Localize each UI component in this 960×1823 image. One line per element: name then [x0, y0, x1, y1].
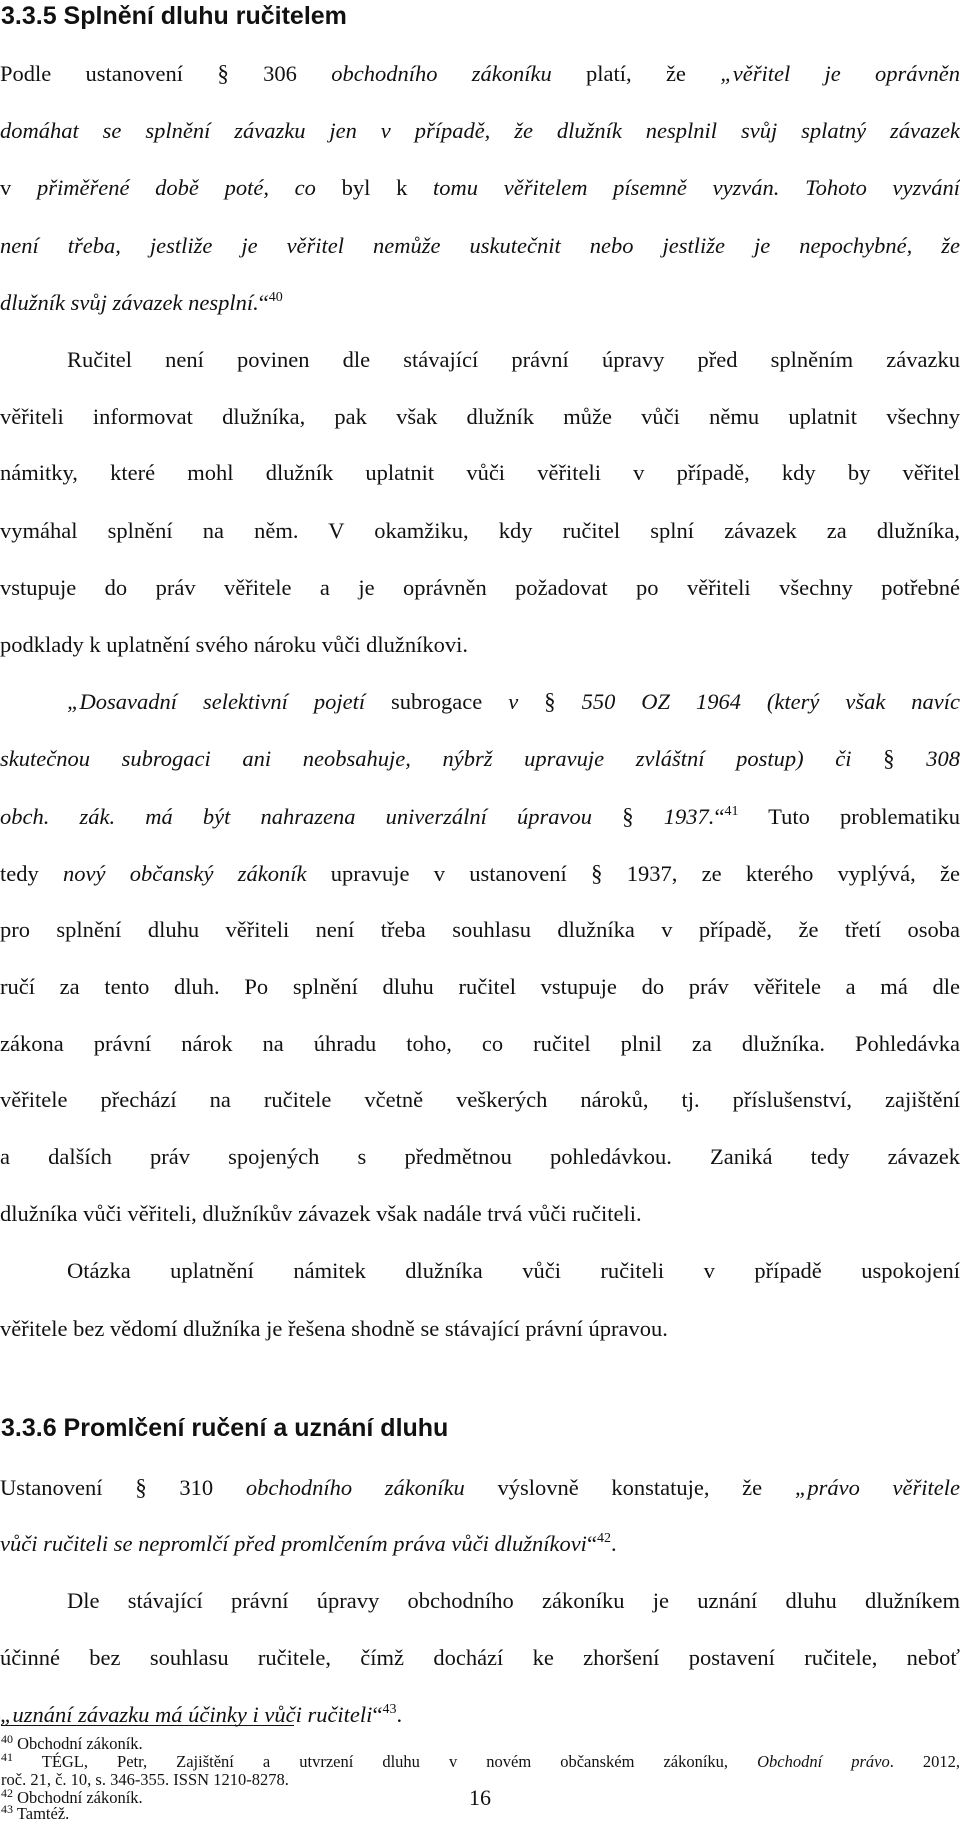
text-line: námitky, které mohl dlužník uplatnit vůči věřiteli v případě, kdy by věřitel [0, 460, 960, 485]
text-line: tedy nový občanský zákoník upravuje v ustanovení § 1937, ze kterého vyplývá, že [0, 861, 960, 886]
text-line: v přiměřené době poté, co byl k tomu věřitelem písemně vyzván. Tohoto vyzvání [0, 175, 960, 200]
text-line: ručí za tento dluh. Po splnění dluhu ručitel vstupuje do práv věřitele a má dle [0, 974, 960, 999]
footnote-ref: 42 [596, 1531, 611, 1546]
text-line: podklady k uplatnění svého nároku vůči dlužníkovi. [0, 632, 469, 657]
footnote-separator [1, 1725, 294, 1726]
text-line: a dalších práv spojených s předmětnou pohledávkou. Zaniká tedy závazek [0, 1144, 960, 1169]
text-line: „Dosavadní selektivní pojetí subrogace v § 550 OZ 1964 (který však navíc [67, 689, 960, 714]
text-line: vůči ručiteli se nepromlčí před promlčením práva vůči dlužníkovi“$^{42}$. [0, 1531, 617, 1556]
section-sign: § [544, 689, 556, 714]
text-line: Ručitel není povinen dle stávající právní úpravy před splněním závazku [67, 347, 960, 372]
section-heading-3-3-5: 3.3.5 Splnění dluhu ručitelem [1, 2, 347, 30]
text-line: obch. zák. má být nahrazena univerzální úpravou § 1937.“$^{41}$ Tuto problematiku [0, 804, 960, 829]
footnote-ref: 43 [382, 1702, 397, 1717]
footnote: $^{41}$ TÉGL, Petr, Zajištění a utvrzení dluhu v novém občanském zákoníku, Obchodní právo. 2012, [1, 1750, 960, 1771]
text-line: pro splnění dluhu věřiteli není třeba souhlasu dlužníka v případě, že třetí osoba [0, 917, 960, 942]
text-line: vymáhal splnění na něm. V okamžiku, kdy ručitel splní závazek za dlužníka, [0, 518, 960, 543]
section-sign: § [591, 861, 603, 886]
text-line: Ustanovení § 310 obchodního zákoníku výslovně konstatuje, že „právo věřitele [0, 1475, 960, 1500]
footnote-continuation: roč. 21, č. 10, s. 346-355. ISSN 1210-8278. [1, 1770, 289, 1789]
text-line: dlužník svůj závazek nesplní.“$^{40}$ [0, 290, 283, 315]
text-line: Otázka uplatnění námitek dlužníka vůči ručiteli v případě uspokojení [67, 1258, 960, 1283]
section-sign: § [622, 804, 634, 829]
page-number: 16 [469, 1785, 491, 1810]
section-sign: § [217, 61, 229, 86]
text-line: věřitele přechází na ručitele včetně veškerých nároků, tj. příslušenství, zajištění [0, 1087, 960, 1112]
text-line: Dle stávající právní úpravy obchodního zákoníku je uznání dluhu dlužníkem [67, 1588, 960, 1613]
text-line: zákona právní nárok na úhradu toho, co ručitel plnil za dlužníka. Pohledávka [0, 1031, 960, 1056]
footnote: $^{43}$ Tamtéž. [1, 1802, 70, 1823]
text-line: vstupuje do práv věřitele a je oprávněn požadovat po věřiteli všechny potřebné [0, 575, 960, 600]
text-line: není třeba, jestliže je věřitel nemůže uskutečnit nebo jestliže je nepochybné, že [0, 233, 960, 258]
section-sign: § [135, 1475, 147, 1500]
text-line: dlužníka vůči věřiteli, dlužníkův závazek však nadále trvá vůči ručiteli. [0, 1201, 642, 1226]
section-sign: § [883, 746, 895, 771]
text-line: účinné bez souhlasu ručitele, čímž dochází ke zhoršení postavení ručitele, neboť [0, 1645, 960, 1670]
footnote: $^{42}$ Obchodní zákoník. [1, 1786, 143, 1807]
text-line: věřiteli informovat dlužníka, pak však dlužník může vůči němu uplatnit všechny [0, 404, 960, 429]
footnote-ref: 40 [268, 290, 283, 305]
text-line: Podle ustanovení § 306 obchodního zákoníku platí, že „věřitel je oprávněn [0, 61, 960, 86]
section-heading-3-3-6: 3.3.6 Promlčení ručení a uznání dluhu [1, 1414, 449, 1442]
text-line: věřitele bez vědomí dlužníka je řešena shodně se stávající právní úpravou. [0, 1316, 668, 1341]
text-line: „uznání závazku má účinky i vůči ručiteli“$^{43}$. [0, 1702, 403, 1727]
footnote: $^{40}$ Obchodní zákoník. [1, 1732, 143, 1753]
text-line: domáhat se splnění závazku jen v případě, že dlužník nesplnil svůj splatný závazek [0, 118, 960, 143]
footnote-ref: 41 [724, 804, 739, 819]
text-line: skutečnou subrogaci ani neobsahuje, nýbrž upravuje zvláštní postup) či § 308 [0, 746, 960, 771]
